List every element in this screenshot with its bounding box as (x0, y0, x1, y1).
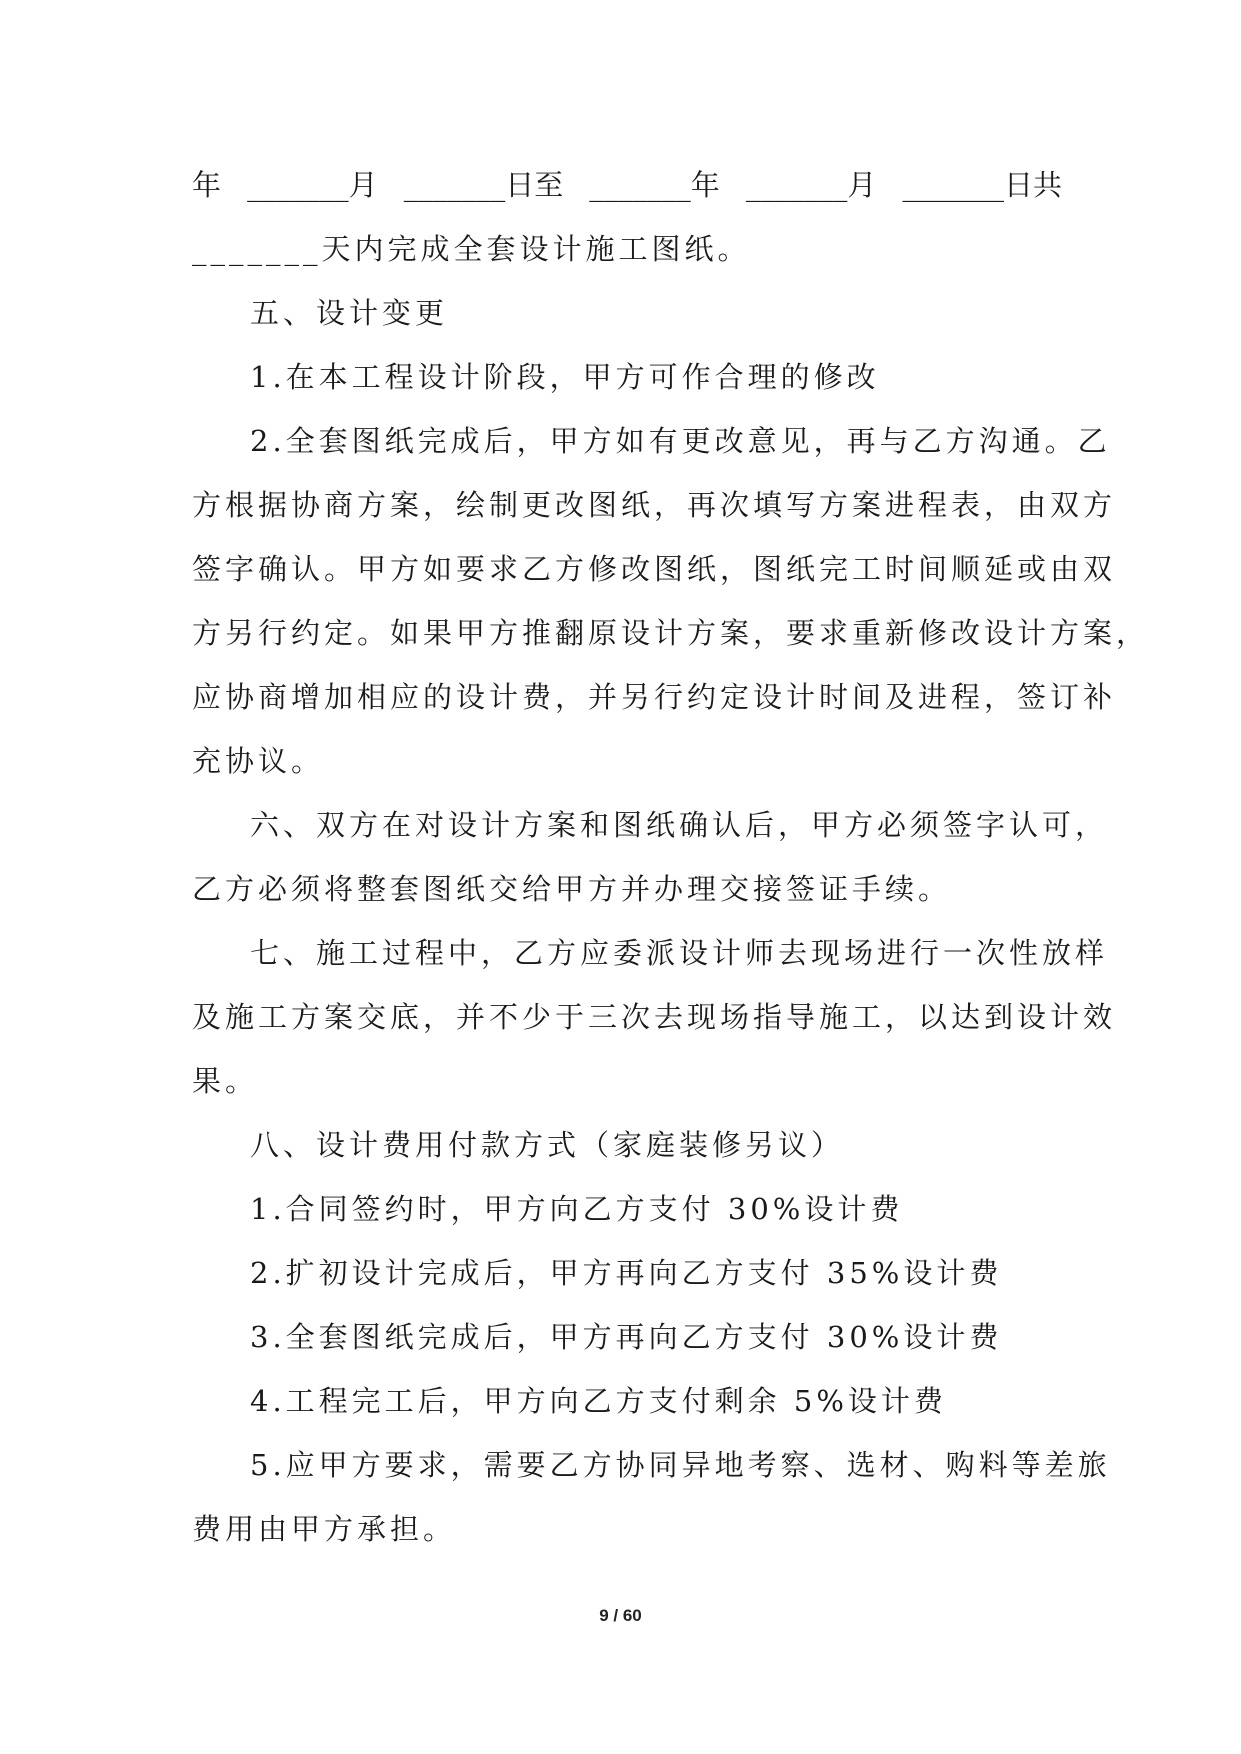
text-segment: _______日共 (902, 168, 1062, 202)
paragraph-line: 1.合同签约时，甲方向乙方支付 30%设计费 (250, 1192, 904, 1226)
paragraph-line: 4.工程完工后，甲方向乙方支付剩余 5%设计费 (250, 1384, 947, 1418)
section-heading: 五、设计变更 (250, 296, 449, 330)
paragraph-line: 费用由甲方承担。 (192, 1512, 457, 1546)
paragraph-line: 方根据协商方案，绘制更改图纸，再次填写方案进程表，由双方 (192, 488, 1117, 522)
paragraph-line: 2.扩初设计完成后，甲方再向乙方支付 35%设计费 (250, 1256, 1003, 1290)
paragraph-line: 应协商增加相应的设计费，并另行约定设计时间及进程，签订补 (192, 680, 1117, 714)
text-segment: 年 (192, 168, 222, 202)
paragraph-line: 果。 (192, 1064, 259, 1098)
text-segment: _______年 (589, 168, 720, 202)
page-number: 9 / 60 (599, 1606, 642, 1625)
paragraph-line: 2.全套图纸完成后，甲方如有更改意见，再与乙方沟通。乙 (250, 424, 1111, 458)
paragraph-line: _______天内完成全套设计施工图纸。 (192, 232, 751, 266)
paragraph-line: 方另行约定。如果甲方推翻原设计方案，要求重新修改设计方案， (192, 616, 1150, 650)
date-range-line (192, 165, 1062, 205)
paragraph-line: 3.全套图纸完成后，甲方再向乙方支付 30%设计费 (250, 1320, 1003, 1354)
section-heading: 七、施工过程中，乙方应委派设计师去现场进行一次性放样 (250, 936, 1109, 970)
paragraph-line: 及施工方案交底，并不少于三次去现场指导施工，以达到设计效 (192, 1000, 1117, 1034)
text-segment: _______日至 (403, 168, 564, 202)
text-segment: _______月 (247, 168, 378, 202)
paragraph-line: 1.在本工程设计阶段，甲方可作合理的修改 (250, 360, 880, 394)
text-segment: _______月 (745, 168, 877, 202)
section-heading: 六、双方在对设计方案和图纸确认后，甲方必须签字认可， (250, 808, 1109, 842)
paragraph-line: 乙方必须将整套图纸交给甲方并办理交接签证手续。 (192, 872, 952, 906)
paragraph-line: 充协议。 (192, 744, 325, 778)
paragraph-line: 5.应甲方要求，需要乙方协同异地考察、选材、购料等差旅 (250, 1448, 1111, 1482)
section-heading: 八、设计费用付款方式（家庭装修另议） (250, 1128, 845, 1162)
paragraph-line: 签字确认。甲方如要求乙方修改图纸，图纸完工时间顺延或由双 (192, 552, 1117, 586)
